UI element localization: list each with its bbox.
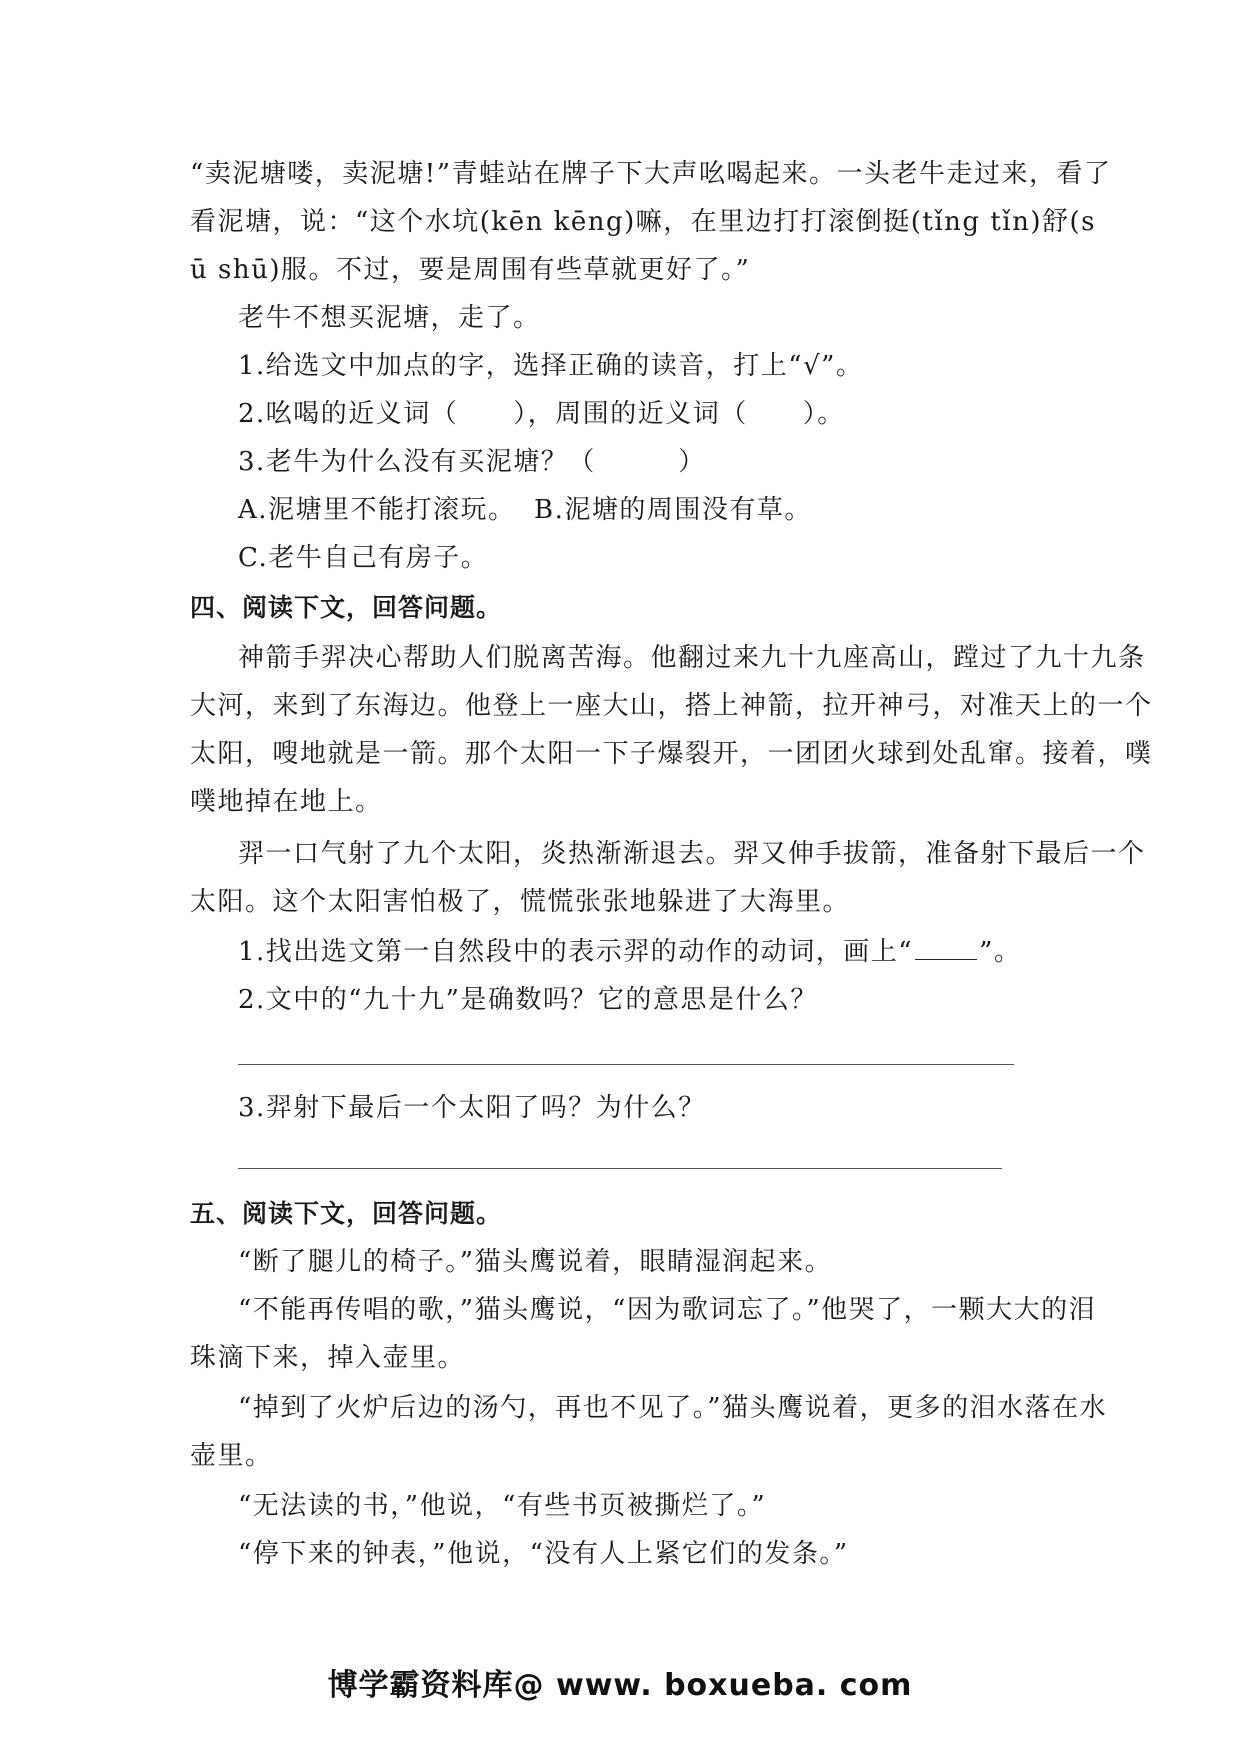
question-3: 3.羿射下最后一个太阳了吗？为什么？ bbox=[238, 1093, 706, 1123]
passage-paragraph: 老牛不想买泥塘，走了。 bbox=[238, 303, 541, 333]
watermark-footer: 博学霸资料库@ www. boxueba. com bbox=[327, 1668, 913, 1703]
passage-line: “卖泥塘喽，卖泥塘!”青蛙站在牌子下大声吆喝起来。一头老牛走过来，看了 bbox=[190, 159, 1112, 189]
passage-line: 看泥塘，说：“这个水坑(kēn kēng)嘛，在里边打打滚倒挺(tǐng tǐn)舒(s bbox=[190, 207, 1096, 237]
option-b: B.泥塘的周围没有草。 bbox=[534, 495, 812, 525]
passage-line: ū shū)服。不过，要是周围有些草就更好了。” bbox=[190, 255, 751, 285]
passage-paragraph: “停下来的钟表，”他说，“没有人上紧它们的发条。” bbox=[238, 1539, 849, 1569]
passage-line: 大河，来到了东海边。他登上一座大山，搭上神箭，拉开神弓，对准天上的一个 bbox=[190, 691, 1153, 721]
passage-line: “不能再传唱的歌，”猫头鹰说，“因为歌词忘了。”他哭了，一颗大大的泪 bbox=[238, 1295, 1097, 1325]
option-a: A.泥塘里不能打滚玩。 bbox=[238, 495, 516, 525]
passage-line: 噗地掉在地上。 bbox=[190, 787, 383, 817]
answer-line[interactable] bbox=[238, 1168, 1002, 1169]
question-1 bbox=[238, 934, 1021, 970]
passage-paragraph: “无法读的书，”他说，“有些书页被撕烂了。” bbox=[238, 1491, 767, 1521]
question-3: 3.老牛为什么没有买泥塘？（ ） bbox=[238, 447, 706, 477]
question-2: 2.吆喝的近义词（ ），周围的近义词（ ）。 bbox=[238, 399, 845, 429]
question-text: ”。 bbox=[979, 937, 1022, 967]
passage-line: 太阳，嗖地就是一箭。那个太阳一下子爆裂开，一团团火球到处乱窜。接着，噗 bbox=[190, 739, 1153, 769]
section-heading-4: 四、阅读下文，回答问题。 bbox=[190, 593, 503, 622]
question-text: 1.找出选文第一自然段中的表示羿的动作的动词，画上“ bbox=[238, 937, 914, 967]
section-heading-5: 五、阅读下文，回答问题。 bbox=[190, 1199, 503, 1228]
passage-line: 壶里。 bbox=[190, 1441, 273, 1471]
question-2: 2.文中的“九十九”是确数吗？它的意思是什么？ bbox=[238, 985, 818, 1015]
passage-line: 羿一口气射了九个太阳，炎热渐渐退去。羿又伸手拔箭，准备射下最后一个 bbox=[238, 839, 1146, 869]
passage-line: 太阳。这个太阳害怕极了，慌慌张张地躲进了大海里。 bbox=[190, 887, 851, 917]
passage-line: “掉到了火炉后边的汤勺，再也不见了。”猫头鹰说着，更多的泪水落在水 bbox=[238, 1393, 1108, 1423]
passage-line: 神箭手羿决心帮助人们脱离苦海。他翻过来九十九座高山，蹚过了九十九条 bbox=[238, 643, 1146, 673]
answer-line[interactable] bbox=[238, 1064, 1014, 1065]
passage-paragraph: “断了腿儿的椅子。”猫头鹰说着，眼睛湿润起来。 bbox=[238, 1247, 833, 1277]
passage-line: 珠滴下来，掉入壶里。 bbox=[190, 1343, 466, 1373]
question-1: 1.给选文中加点的字，选择正确的读音，打上“√”。 bbox=[238, 351, 864, 381]
option-c: C.老牛自己有房子。 bbox=[238, 543, 489, 573]
underline-sample bbox=[915, 935, 977, 960]
